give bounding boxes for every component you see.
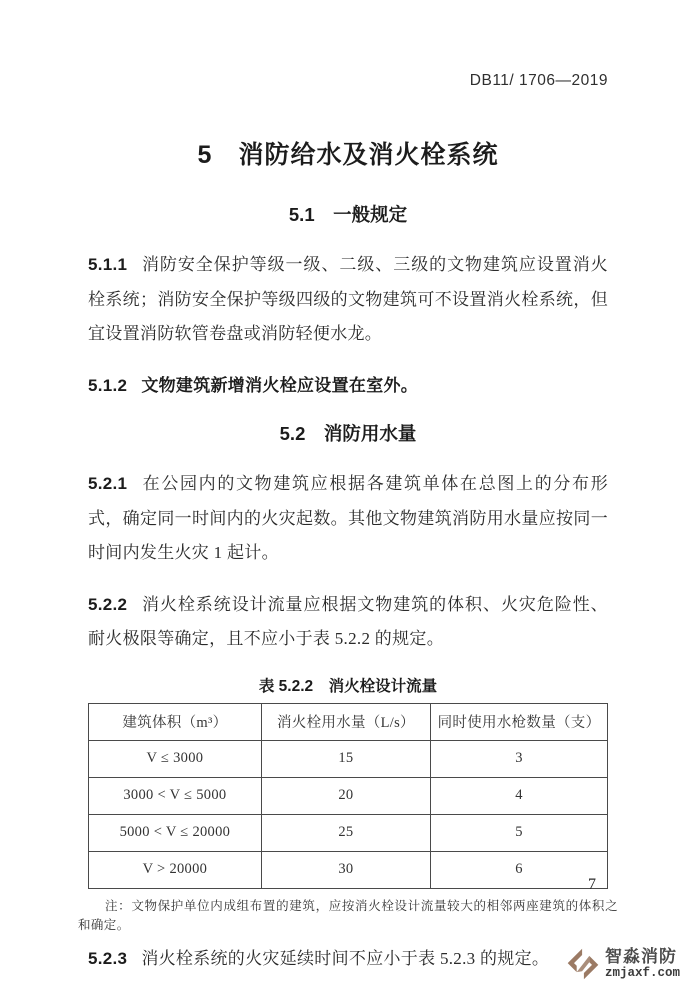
cell-volume: 5000 < V ≤ 20000 (89, 814, 262, 851)
chapter-title: 5 消防给水及消火栓系统 (197, 141, 499, 169)
header-hydrant-flow: 消火栓用水量（L/s） (261, 703, 430, 740)
clause-text: 消火栓系统设计流量应根据文物建筑的体积、火灾危险性、耐火极限等确定，且不应小于表 5.2.2 的规定。 (88, 594, 608, 648)
clause-number: 5.2.2 (88, 594, 128, 614)
standard-number: DB11/ 1706—2019 (469, 72, 608, 89)
clause-text: 文物建筑新增消火栓应设置在室外。 (141, 375, 419, 395)
clause-number: 5.1.2 (88, 375, 128, 395)
cell-nozzles: 5 (431, 814, 608, 851)
section-heading-5-2: 5.2 消防用水量 (279, 423, 417, 444)
header-building-volume: 建筑体积（m³） (89, 703, 262, 740)
clause-5-2-1 (88, 467, 608, 571)
clause-5-2-3 (88, 942, 608, 977)
table-row (89, 851, 608, 888)
cell-flow: 25 (261, 814, 430, 851)
clause-number: 5.2.3 (88, 948, 128, 968)
brand-logo-icon (565, 946, 601, 982)
table-row (89, 740, 608, 777)
header-nozzle-count: 同时使用水枪数量（支） (431, 703, 608, 740)
cell-flow: 20 (261, 777, 430, 814)
cell-volume: V > 20000 (89, 851, 262, 888)
cell-volume: V ≤ 3000 (89, 740, 262, 777)
table-header-row (89, 703, 608, 740)
table-note: 注：文物保护单位内成组布置的建筑，应按消火栓设计流量较大的相邻两座建筑的体积之和确定。 (78, 898, 618, 932)
table-row (89, 777, 608, 814)
watermark (565, 946, 680, 982)
clause-text: 消防安全保护等级一级、二级、三级的文物建筑应设置消火栓系统；消防安全保护等级四级的文物建筑可不设置消火栓系统，但宜设置消防软管卷盘或消防轻便水龙。 (88, 255, 608, 343)
clause-number: 5.1.1 (88, 255, 128, 274)
table-caption: 表 5.2.2 消火栓设计流量 (258, 677, 438, 695)
brand-site: zmjaxf.com (604, 966, 680, 981)
clause-5-1-1 (88, 248, 608, 352)
clause-number: 5.2.1 (88, 474, 128, 493)
section-heading-5-1: 5.1 一般规定 (288, 204, 408, 225)
cell-nozzles: 4 (431, 777, 608, 814)
brand-name: 智淼消防 (604, 947, 677, 967)
cell-nozzles: 6 (431, 851, 608, 888)
table-row (89, 814, 608, 851)
cell-volume: 3000 < V ≤ 5000 (89, 777, 262, 814)
cell-flow: 15 (261, 740, 430, 777)
watermark-text (605, 948, 680, 980)
hydrant-design-flow-table (88, 703, 608, 889)
clause-5-1-2 (88, 369, 608, 404)
cell-flow: 30 (261, 851, 430, 888)
cell-nozzles: 3 (431, 740, 608, 777)
clause-text: 消火栓系统的火灾延续时间不应小于表 5.2.3 的规定。 (141, 948, 550, 968)
clause-5-2-2 (88, 588, 608, 657)
clause-text: 在公园内的文物建筑应根据各建筑单体在总图上的分布形式，确定同一时间内的火灾起数。其他文物建筑消防用水量应按同一时间内发生火灾 1 起计。 (88, 474, 608, 562)
page-number: 7 (588, 876, 596, 893)
